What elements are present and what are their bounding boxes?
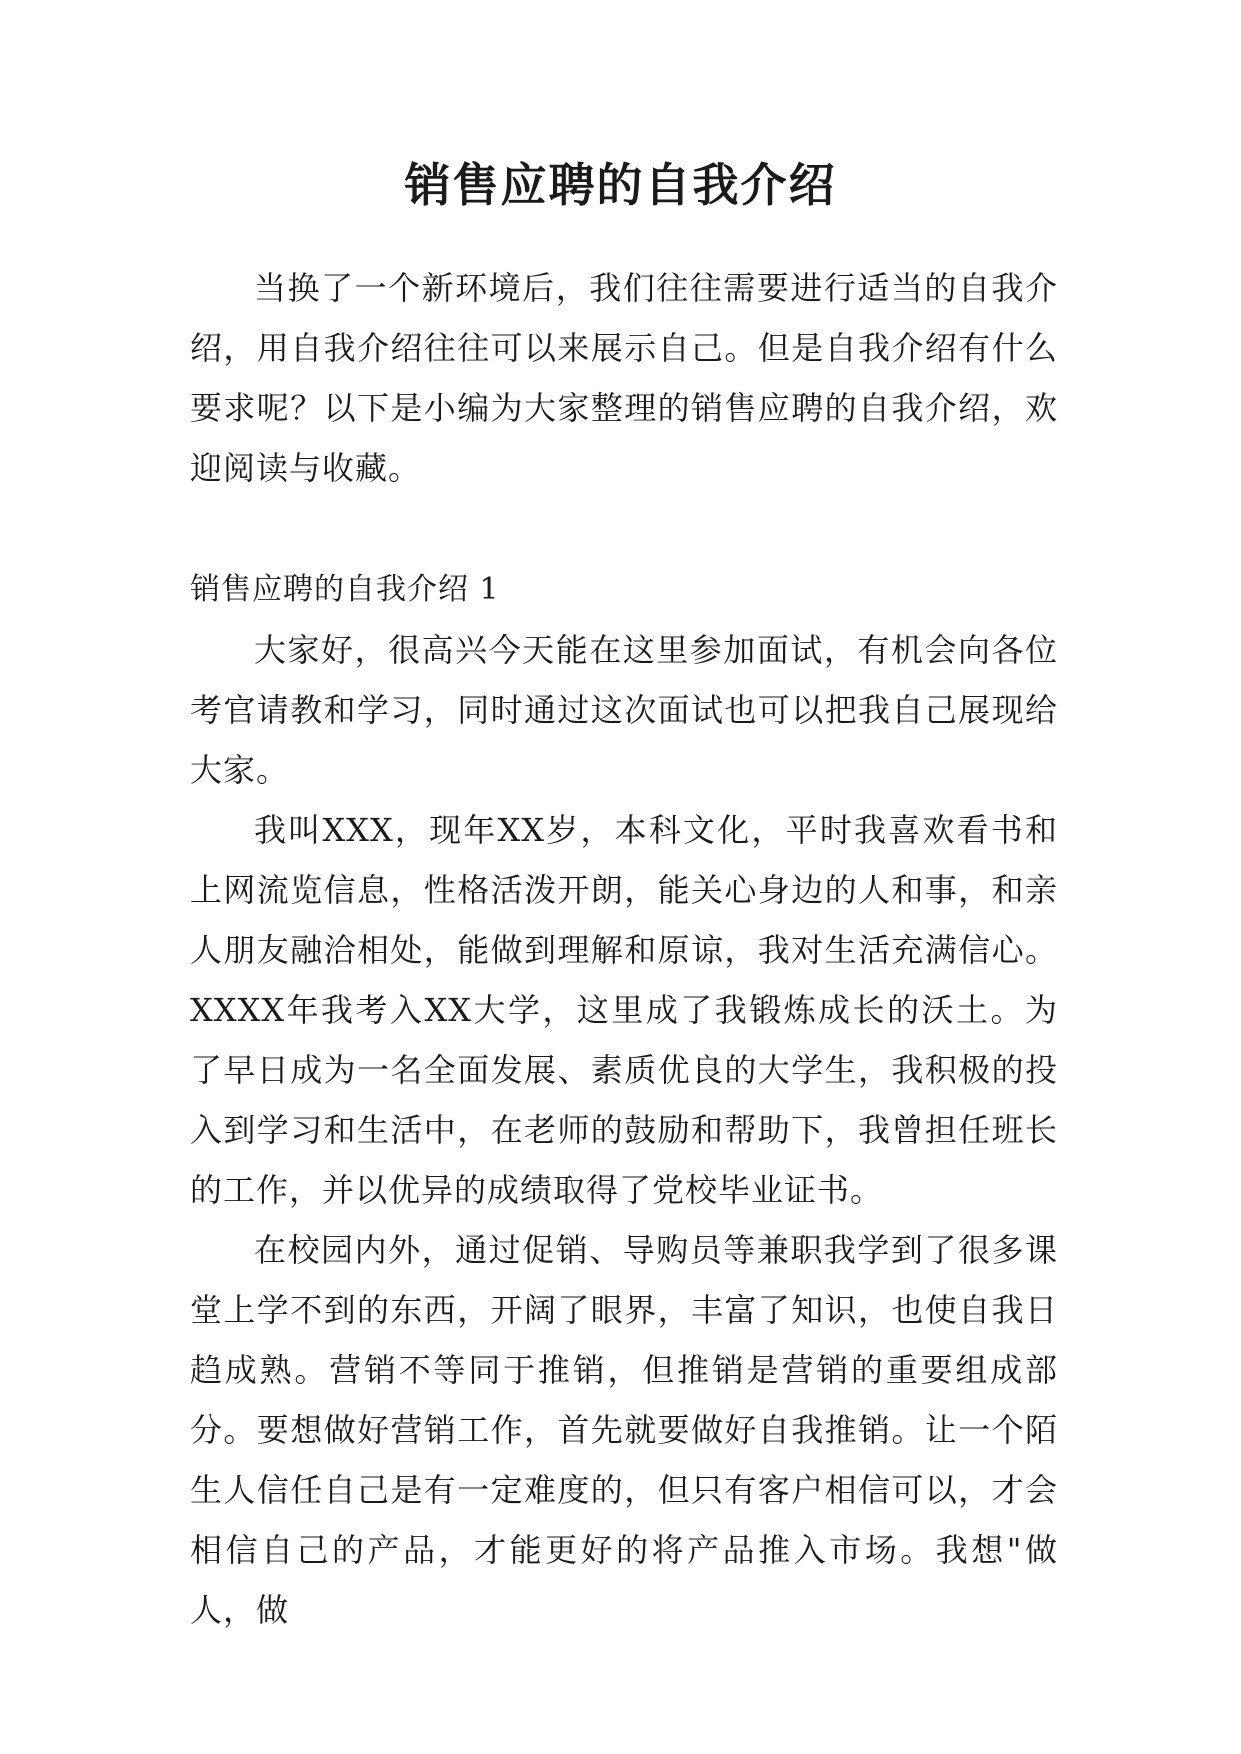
- body-paragraph: 大家好，很高兴今天能在这里参加面试，有机会向各位考官请教和学习，同时通过这次面试也可以把我自己展现给大家。: [190, 631, 1058, 789]
- document-title: 销售应聘的自我介绍: [404, 158, 837, 212]
- section-heading: 销售应聘的自我介绍 1: [190, 572, 500, 607]
- body-paragraph: 我叫XXX，现年XX岁，本科文化，平时我喜欢看书和上网流览信息，性格活泼开朗，能关心身边的人和事，和亲人朋友融洽相处，能做到理解和原谅，我对生活充满信心。XXXX年我考入XX大学，这里成了我锻炼成长的沃土。为了早日成为一名全面发展、素质优良的大学生，我积极的投入到学习和生活中，在老师的鼓励和帮助下，我曾担任班长的工作，并以优异的成绩取得了党校毕业证书。: [190, 811, 1058, 1209]
- section-spacer: [190, 498, 1058, 560]
- intro-paragraph: 当换了一个新环境后，我们往往需要进行适当的自我介绍，用自我介绍往往可以来展示自己。但是自我介绍有什么要求呢？以下是小编为大家整理的销售应聘的自我介绍，欢迎阅读与收藏。: [190, 269, 1058, 487]
- document-body: [190, 258, 1058, 1640]
- body-paragraph: 在校园内外，通过促销、导购员等兼职我学到了很多课堂上学不到的东西，开阔了眼界，丰富了知识，也使自我日趋成熟。营销不等同于推销，但推销是营销的重要组成部分。要想做好营销工作，首先就要做好自我推销。让一个陌生人信任自己是有一定难度的，但只有客户相信可以，才会相信自己的产品，才能更好的将产品推入市场。我想"做人，做: [190, 1231, 1058, 1629]
